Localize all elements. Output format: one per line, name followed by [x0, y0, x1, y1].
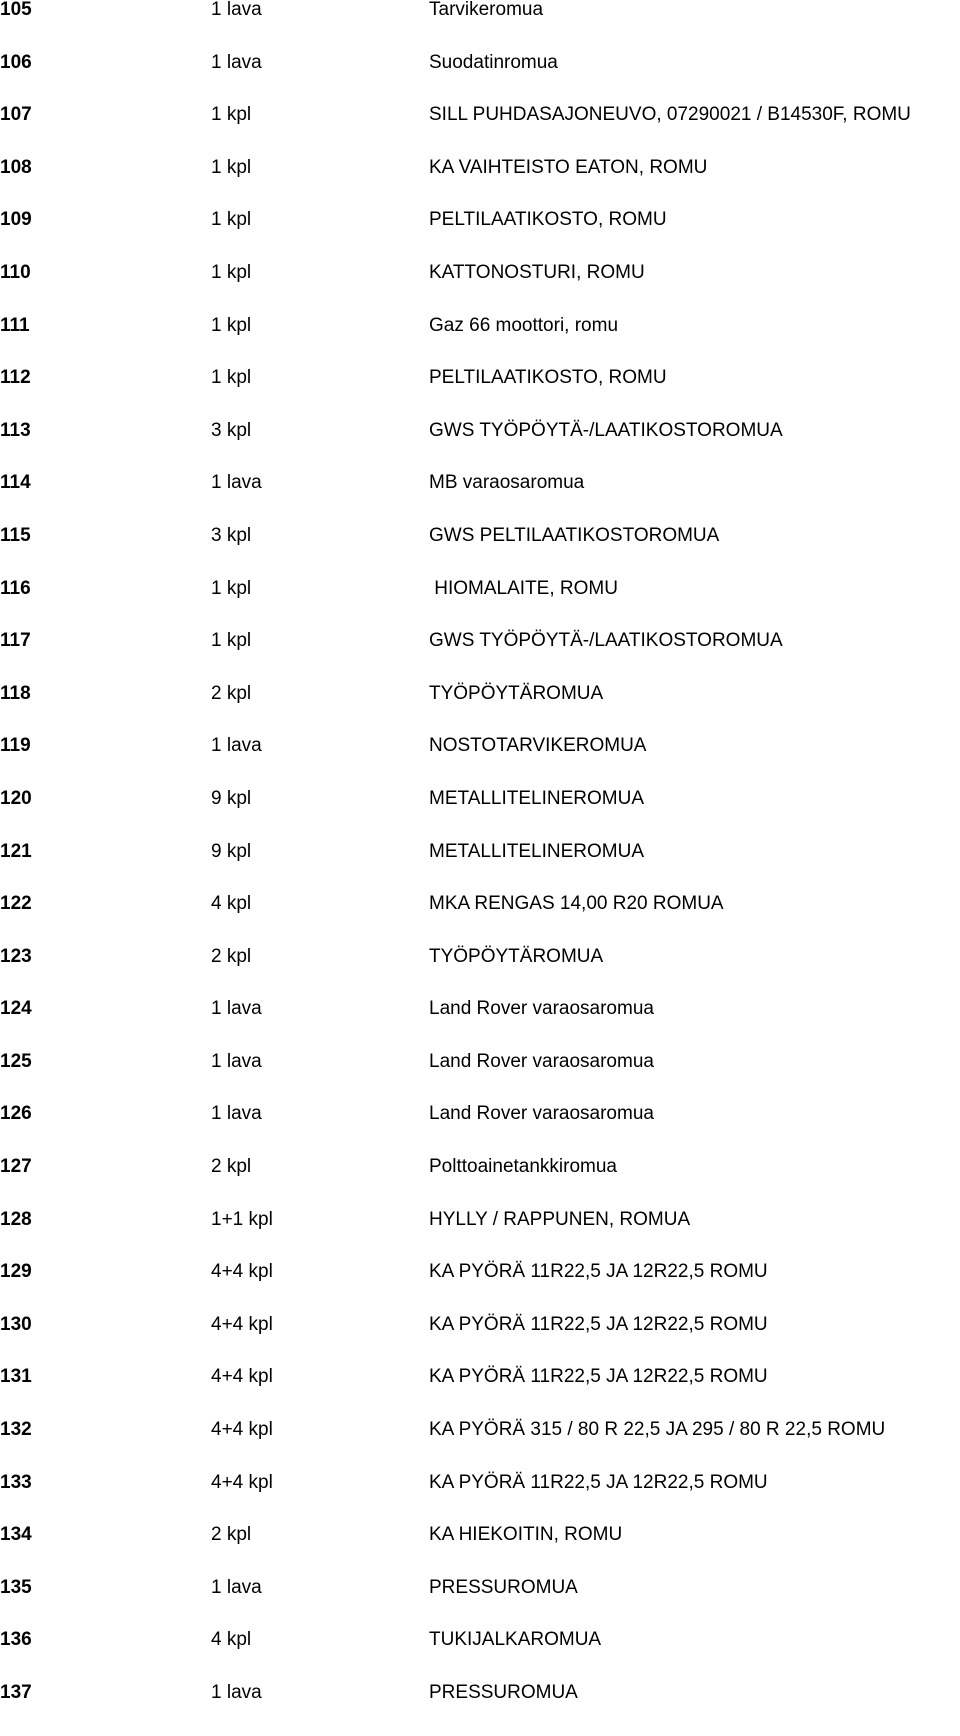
- list-item: [0, 105, 960, 158]
- item-quantity: 2 kpl: [211, 1156, 252, 1178]
- item-quantity: 1 lava: [211, 472, 262, 494]
- list-item: [0, 526, 960, 579]
- item-description: SILL PUHDASAJONEUVO, 07290021 / B14530F, ROMU: [429, 104, 911, 126]
- item-number: 105: [0, 0, 32, 20]
- item-quantity: 2 kpl: [211, 945, 252, 967]
- list-item: [0, 1210, 960, 1263]
- item-description: KA PYÖRÄ 11R22,5 JA 12R22,5 ROMU: [429, 1261, 768, 1283]
- item-quantity: 3 kpl: [211, 524, 252, 546]
- item-description: TYÖPÖYTÄROMUA: [429, 945, 604, 967]
- item-quantity: 2 kpl: [211, 1524, 252, 1546]
- list-item: [0, 736, 960, 789]
- item-description: HYLLY / RAPPUNEN, ROMUA: [429, 1208, 691, 1230]
- item-quantity: 1 lava: [211, 1576, 262, 1598]
- item-description: KA PYÖRÄ 315 / 80 R 22,5 JA 295 / 80 R 22,5 ROMU: [429, 1419, 886, 1441]
- item-quantity: 4+4 kpl: [211, 1313, 273, 1335]
- item-description: MB varaosaromua: [429, 472, 585, 494]
- item-quantity: 1 kpl: [211, 630, 252, 652]
- item-description: KA VAIHTEISTO EATON, ROMU: [429, 156, 708, 178]
- list-item: [0, 947, 960, 1000]
- item-description: Land Rover varaosaromua: [429, 1103, 654, 1125]
- list-item: [0, 1683, 960, 1736]
- item-number: 125: [0, 1050, 32, 1072]
- list-item: [0, 263, 960, 316]
- item-number: 132: [0, 1419, 32, 1441]
- item-quantity: 1 lava: [211, 1103, 262, 1125]
- list-item: [0, 1630, 960, 1683]
- item-quantity: 4+4 kpl: [211, 1471, 273, 1493]
- list-item: [0, 1052, 960, 1105]
- item-number: 115: [0, 524, 31, 546]
- item-description: HIOMALAITE, ROMU: [429, 577, 618, 599]
- list-item: [0, 579, 960, 632]
- list-item: [0, 210, 960, 263]
- item-number: 128: [0, 1208, 32, 1230]
- list-item: [0, 684, 960, 737]
- item-quantity: 9 kpl: [211, 787, 252, 809]
- item-description: PRESSUROMUA: [429, 1682, 578, 1703]
- item-description: PELTILAATIKOSTO, ROMU: [429, 367, 667, 389]
- item-description: Land Rover varaosaromua: [429, 1050, 654, 1072]
- item-number: 123: [0, 945, 32, 967]
- list-item: [0, 1578, 960, 1631]
- item-description: TUKIJALKAROMUA: [429, 1629, 602, 1651]
- list-item: [0, 999, 960, 1052]
- item-quantity: 4+4 kpl: [211, 1261, 273, 1283]
- item-description: Suodatinromua: [429, 51, 558, 73]
- list-item: [0, 1525, 960, 1578]
- item-quantity: 1+1 kpl: [211, 1208, 273, 1230]
- item-number: 129: [0, 1261, 32, 1283]
- item-description: Gaz 66 moottori, romu: [429, 314, 619, 336]
- item-description: KA PYÖRÄ 11R22,5 JA 12R22,5 ROMU: [429, 1471, 768, 1493]
- item-description: Polttoainetankkiromua: [429, 1156, 617, 1178]
- list-item: [0, 1420, 960, 1473]
- item-quantity: 1 kpl: [211, 577, 252, 599]
- item-number: 121: [0, 840, 32, 862]
- list-item: [0, 1367, 960, 1420]
- list-item: [0, 789, 960, 842]
- item-number: 112: [0, 367, 31, 389]
- item-quantity: 1 kpl: [211, 314, 252, 336]
- item-number: 134: [0, 1524, 32, 1546]
- item-number: 126: [0, 1103, 32, 1125]
- item-description: MKA RENGAS 14,00 R20 ROMUA: [429, 893, 724, 915]
- item-number: 114: [0, 472, 31, 494]
- item-number: 127: [0, 1156, 32, 1178]
- item-quantity: 2 kpl: [211, 682, 252, 704]
- item-description: KATTONOSTURI, ROMU: [429, 261, 645, 283]
- item-number: 122: [0, 893, 32, 915]
- item-description: PELTILAATIKOSTO, ROMU: [429, 209, 667, 231]
- item-number: 118: [0, 682, 31, 704]
- item-number: 120: [0, 787, 32, 809]
- list-item: [0, 53, 960, 106]
- item-description: PRESSUROMUA: [429, 1576, 578, 1598]
- item-description: METALLITELINEROMUA: [429, 787, 645, 809]
- item-number: 137: [0, 1682, 32, 1703]
- item-number: 106: [0, 51, 32, 73]
- item-quantity: 4+4 kpl: [211, 1419, 273, 1441]
- list-item: [0, 631, 960, 684]
- item-description: GWS TYÖPÖYTÄ-/LAATIKOSTOROMUA: [429, 630, 783, 652]
- item-quantity: 1 lava: [211, 998, 262, 1020]
- list-item: [0, 1157, 960, 1210]
- item-description: KA PYÖRÄ 11R22,5 JA 12R22,5 ROMU: [429, 1313, 768, 1335]
- list-item: [0, 1104, 960, 1157]
- item-number: 113: [0, 419, 31, 441]
- item-quantity: 1 lava: [211, 1682, 262, 1703]
- item-number: 133: [0, 1471, 32, 1493]
- item-number: 119: [0, 735, 31, 757]
- list-item: [0, 0, 960, 53]
- item-description: KA PYÖRÄ 11R22,5 JA 12R22,5 ROMU: [429, 1366, 768, 1388]
- list-item: [0, 1315, 960, 1368]
- list-item: [0, 316, 960, 369]
- item-number: 136: [0, 1629, 32, 1651]
- list-item: [0, 158, 960, 211]
- item-description: TYÖPÖYTÄROMUA: [429, 682, 604, 704]
- item-number: 116: [0, 577, 31, 599]
- item-number: 124: [0, 998, 32, 1020]
- item-quantity: 1 kpl: [211, 156, 252, 178]
- item-quantity: 4 kpl: [211, 1629, 252, 1651]
- item-quantity: 3 kpl: [211, 419, 252, 441]
- item-description: GWS PELTILAATIKOSTOROMUA: [429, 524, 720, 546]
- list-item: [0, 842, 960, 895]
- item-description: NOSTOTARVIKEROMUA: [429, 735, 647, 757]
- item-description: METALLITELINEROMUA: [429, 840, 645, 862]
- item-number: 110: [0, 261, 31, 283]
- item-quantity: 1 kpl: [211, 261, 252, 283]
- list-item: [0, 421, 960, 474]
- item-quantity: 4 kpl: [211, 893, 252, 915]
- list-item: [0, 1473, 960, 1526]
- item-number: 130: [0, 1313, 32, 1335]
- item-description: Tarvikeromua: [429, 0, 544, 20]
- item-quantity: 1 kpl: [211, 209, 252, 231]
- item-quantity: 1 kpl: [211, 104, 252, 126]
- list-item: [0, 473, 960, 526]
- item-number: 108: [0, 156, 32, 178]
- item-quantity: 9 kpl: [211, 840, 252, 862]
- item-quantity: 1 lava: [211, 735, 262, 757]
- item-quantity: 1 lava: [211, 51, 262, 73]
- item-description: GWS TYÖPÖYTÄ-/LAATIKOSTOROMUA: [429, 419, 783, 441]
- list-item: [0, 1262, 960, 1315]
- item-number: 109: [0, 209, 32, 231]
- item-number: 111: [0, 314, 30, 336]
- list-item: [0, 368, 960, 421]
- item-number: 135: [0, 1576, 32, 1598]
- item-quantity: 1 lava: [211, 1050, 262, 1072]
- item-quantity: 4+4 kpl: [211, 1366, 273, 1388]
- item-number: 117: [0, 630, 31, 652]
- item-description: Land Rover varaosaromua: [429, 998, 654, 1020]
- item-quantity: 1 lava: [211, 0, 262, 20]
- item-description: KA HIEKOITIN, ROMU: [429, 1524, 623, 1546]
- item-number: 107: [0, 104, 32, 126]
- item-quantity: 1 kpl: [211, 367, 252, 389]
- item-number: 131: [0, 1366, 32, 1388]
- list-item: [0, 894, 960, 947]
